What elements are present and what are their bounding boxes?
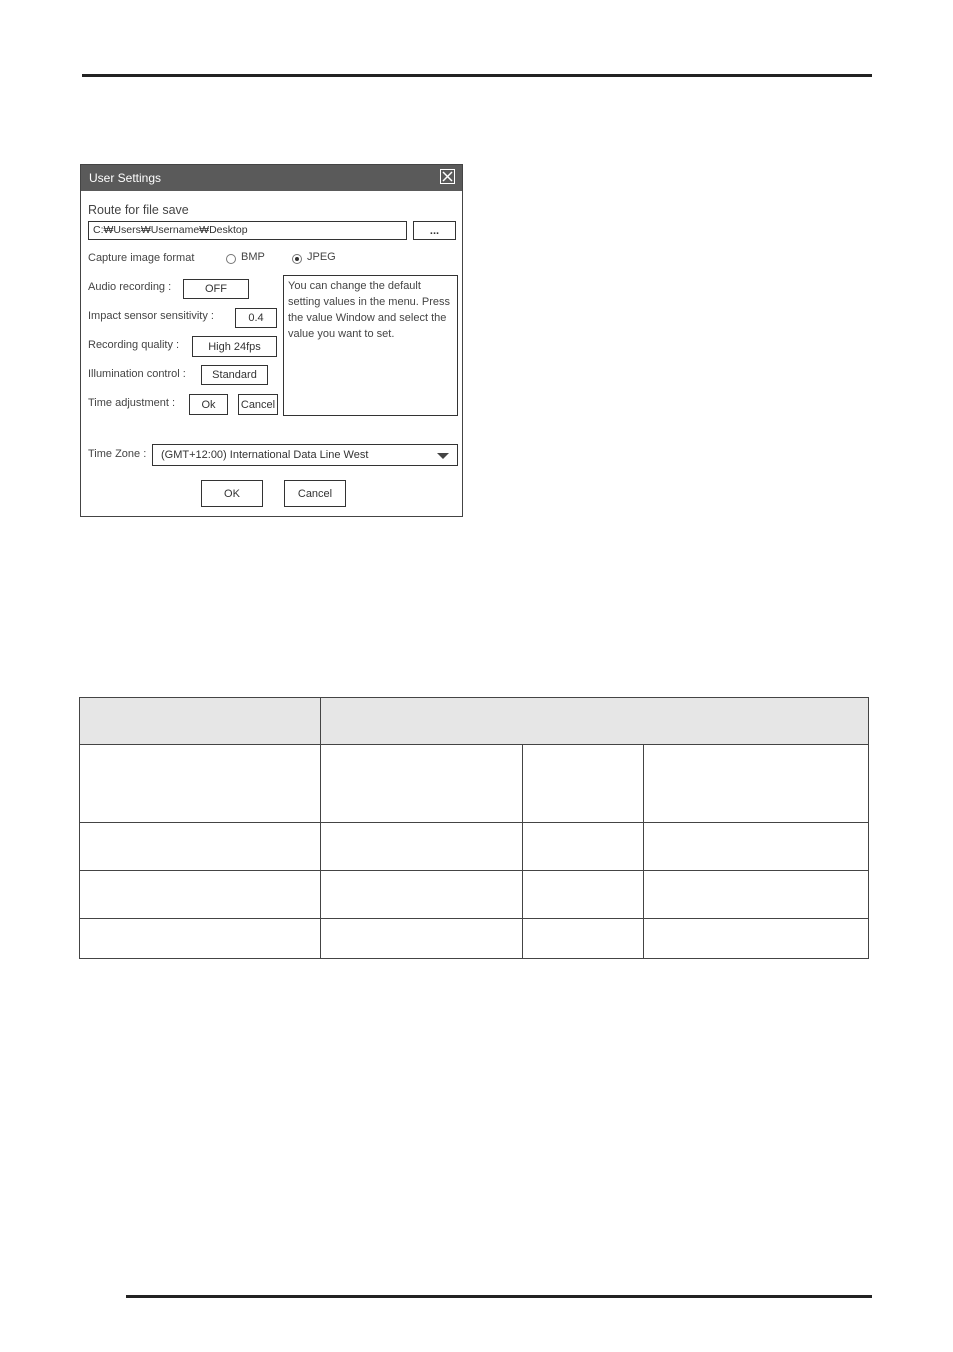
table-cell — [523, 871, 644, 919]
cancel-button[interactable]: Cancel — [284, 480, 346, 507]
table-header-cell — [80, 698, 321, 745]
table-cell — [644, 919, 869, 959]
table-row — [80, 823, 869, 871]
bottom-rule — [126, 1295, 872, 1298]
top-rule — [82, 74, 872, 77]
help-text-box: You can change the default setting values in the menu. Press the value Window and select the value you want to set. — [283, 275, 458, 416]
timezone-value: (GMT+12:00) International Data Line West — [161, 449, 369, 461]
audio-recording-value[interactable]: OFF — [183, 279, 249, 299]
jpeg-label: JPEG — [307, 251, 336, 263]
audio-recording-label: Audio recording : — [88, 281, 172, 293]
impact-sensitivity-label: Impact sensor sensitivity : — [88, 310, 214, 322]
table-cell — [523, 745, 644, 823]
bmp-radio[interactable] — [226, 254, 236, 264]
table-cell — [321, 919, 523, 959]
ok-button[interactable]: OK — [201, 480, 263, 507]
timezone-label: Time Zone : — [88, 448, 147, 460]
route-label: Route for file save — [88, 203, 189, 217]
dropdown-arrow-icon — [437, 453, 449, 459]
radio-selected-dot — [295, 257, 299, 261]
table-cell — [644, 823, 869, 871]
table-cell — [523, 919, 644, 959]
table-row — [80, 919, 869, 959]
time-adjustment-label: Time adjustment : — [88, 397, 176, 409]
table-cell — [644, 871, 869, 919]
timezone-select[interactable] — [152, 444, 458, 466]
time-cancel-button[interactable]: Cancel — [238, 394, 278, 415]
impact-sensitivity-value[interactable]: 0.4 — [235, 308, 277, 328]
jpeg-radio[interactable] — [292, 254, 302, 264]
table-header-cell — [321, 698, 869, 745]
table-cell — [321, 745, 523, 823]
browse-button[interactable]: ... — [413, 221, 456, 240]
table-cell — [80, 871, 321, 919]
table-row — [80, 745, 869, 823]
illumination-label: Illumination control : — [88, 368, 186, 380]
recording-quality-value[interactable]: High 24fps — [192, 336, 277, 357]
illumination-value[interactable]: Standard — [201, 365, 268, 385]
route-input[interactable]: C:₩Users₩Username₩Desktop — [88, 221, 407, 240]
table-cell — [321, 871, 523, 919]
recording-quality-label: Recording quality : — [88, 339, 180, 351]
table-header-row — [80, 698, 869, 745]
table-cell — [523, 823, 644, 871]
table-cell — [80, 823, 321, 871]
table-cell — [80, 919, 321, 959]
close-icon[interactable] — [440, 169, 455, 184]
table-cell — [644, 745, 869, 823]
table-cell — [321, 823, 523, 871]
dialog-titlebar — [81, 165, 462, 191]
table-cell — [80, 745, 321, 823]
settings-table — [79, 697, 869, 959]
user-settings-dialog — [80, 164, 463, 517]
bmp-label: BMP — [241, 251, 265, 263]
dialog-title: User Settings — [89, 171, 162, 185]
time-ok-button[interactable]: Ok — [189, 394, 228, 415]
table-row — [80, 871, 869, 919]
capture-format-label: Capture image format — [88, 252, 195, 264]
